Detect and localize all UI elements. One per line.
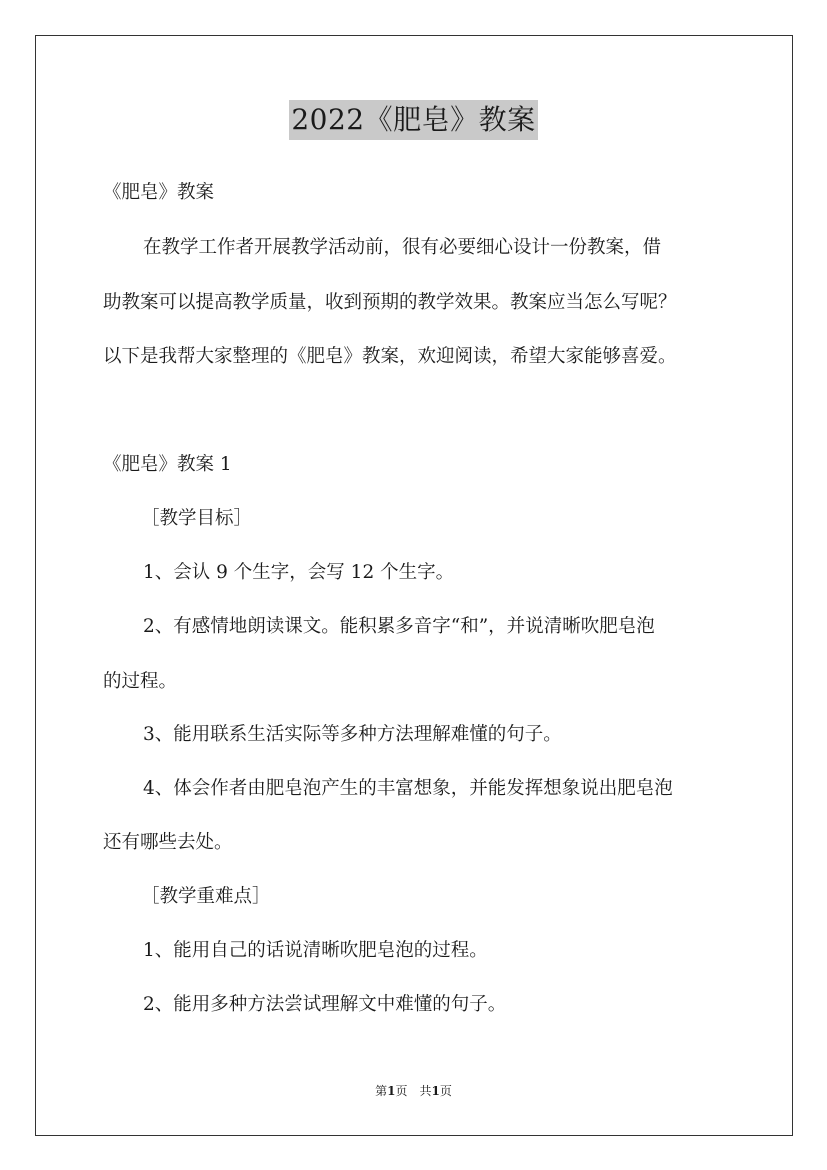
footer-page-number: 1 — [387, 1084, 396, 1098]
objective-line-5: 4、体会作者由肥皂泡产生的丰富想象，并能发挥想象说出肥皂泡 — [143, 778, 673, 799]
intro-line-2: 助教案可以提高教学质量，收到预期的教学效果。教案应当怎么写呢？ — [103, 292, 677, 313]
footer-mid: 页 共 — [395, 1084, 432, 1098]
keypoint-line-2: 2、能用多种方法尝试理解文中难懂的句子。 — [143, 994, 507, 1015]
page-footer — [0, 1082, 827, 1100]
footer-prefix: 第 — [375, 1084, 388, 1098]
keypoint-line-1: 1、能用自己的话说清晰吹肥皂泡的过程。 — [143, 940, 488, 961]
footer-total-pages: 1 — [431, 1084, 440, 1098]
section-title: 《肥皂》教案 1 — [103, 454, 232, 475]
objective-line-4: 3、能用联系生活实际等多种方法理解难懂的句子。 — [143, 724, 562, 745]
objectives-heading: ［教学目标］ — [141, 508, 253, 529]
intro-line-3: 以下是我帮大家整理的《肥皂》教案，欢迎阅读，希望大家能够喜爱。 — [103, 346, 677, 367]
objective-line-3: 的过程。 — [103, 671, 178, 692]
objective-line-1: 1、会认 9 个生字，会写 12 个生字。 — [143, 562, 455, 583]
intro-line-1: 在教学工作者开展教学活动前，很有必要细心设计一份教案，借 — [143, 237, 662, 258]
objective-line-2: 2、有感情地朗读课文。能积累多音字“和”，并说清晰吹肥皂泡 — [143, 616, 655, 637]
footer-suffix: 页 — [439, 1084, 452, 1098]
document-title: 2022《肥皂》教案 — [289, 100, 537, 140]
title-container — [0, 100, 827, 140]
keypoints-heading: ［教学重难点］ — [141, 886, 271, 907]
objective-line-6: 还有哪些去处。 — [103, 832, 233, 853]
subtitle: 《肥皂》教案 — [103, 182, 215, 203]
